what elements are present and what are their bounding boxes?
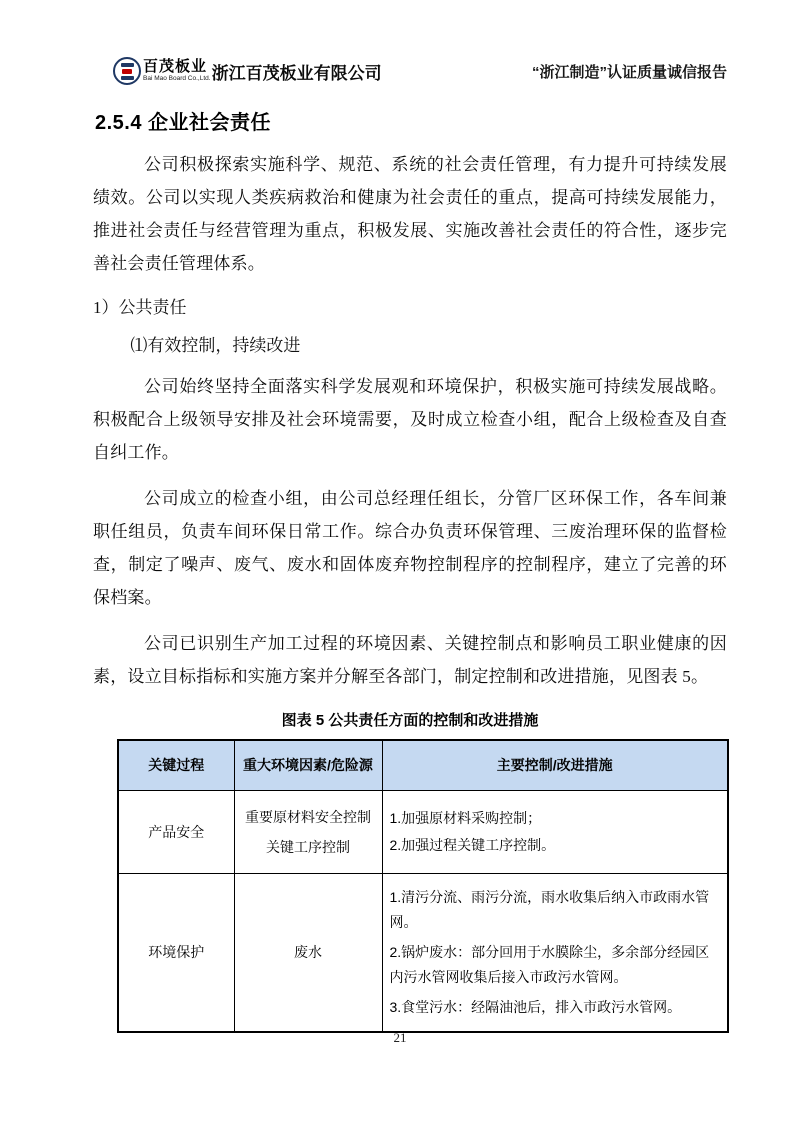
subheading-effective-control: ⑴有效控制，持续改进 bbox=[130, 336, 301, 355]
paragraph-4: 公司已识别生产加工过程的环境因素、关键控制点和影响员工职业健康的因素，设立目标指标和实施方案并分解至各部门，制定控制和改进措施，见图表 5。 bbox=[93, 634, 727, 686]
logo-bar-bottom bbox=[121, 76, 134, 80]
cell-process: 环境保护 bbox=[118, 873, 234, 1032]
page-number: 21 bbox=[393, 1030, 407, 1045]
report-title: “浙江制造”认证质量诚信报告 bbox=[531, 63, 727, 81]
paragraph-2: 公司始终坚持全面落实科学发展观和环境保护，积极实施可持续发展战略。积极配合上级领导安排及社会环境需要，及时成立检查小组，配合上级检查及自查自纠工作。 bbox=[93, 377, 727, 462]
measure-line: 2.加强过程关键工序控制。 bbox=[389, 836, 556, 853]
measures-table bbox=[117, 739, 729, 1033]
header-main-measures: 主要控制/改进措施 bbox=[382, 740, 728, 790]
table-row bbox=[118, 873, 728, 1032]
section-heading: 2.5.4 企业社会责任 bbox=[95, 112, 272, 134]
cell-factors bbox=[234, 790, 382, 873]
company-logo-icon bbox=[113, 57, 141, 85]
company-name: 浙江百茂板业有限公司 bbox=[211, 63, 382, 83]
header-key-process: 关键过程 bbox=[118, 740, 234, 790]
table-row bbox=[118, 790, 728, 873]
page-header bbox=[113, 50, 727, 92]
measure-line: 3.食堂污水：经隔油池后，排入市政污水管网。 bbox=[389, 998, 682, 1015]
factor-line: 重要原材料安全控制 bbox=[245, 808, 371, 825]
logo-bar-top bbox=[121, 63, 134, 67]
cell-process: 产品安全 bbox=[118, 790, 234, 873]
factor-line: 关键工序控制 bbox=[266, 838, 350, 855]
cell-measures bbox=[382, 873, 728, 1032]
paragraph-1: 公司积极探索实施科学、规范、系统的社会责任管理，有力提升可持续发展绩效。公司以实现人类疾病救治和健康为社会责任的重点，提高可持续发展能力，推进社会责任与经营管理为重点，积极发展、实施改善社会责任的符合性，逐步完善社会责任管理体系。 bbox=[93, 155, 727, 273]
cell-factors: 废水 bbox=[234, 873, 382, 1032]
logo-name: 百茂板业 bbox=[143, 58, 208, 76]
header-env-factor: 重大环境因素/危险源 bbox=[234, 740, 382, 790]
measure-line: 1.加强原材料采购控制； bbox=[389, 809, 542, 826]
subheading-public-responsibility: 1）公共责任 bbox=[93, 298, 187, 317]
company-logo bbox=[113, 57, 211, 85]
cell-measures bbox=[382, 790, 728, 873]
logo-subtitle: Bai Mao Board Co.,Ltd. bbox=[143, 75, 211, 83]
measure-line: 2.锅炉废水：部分回用于水膜除尘，多余部分经园区内污水管网收集后接入市政污水管网。 bbox=[389, 943, 710, 985]
measure-line: 1.清污分流、雨污分流，雨水收集后纳入市政雨水管网。 bbox=[389, 888, 710, 930]
logo-bar-middle bbox=[122, 69, 132, 74]
table-caption: 图表 5 公共责任方面的控制和改进措施 bbox=[281, 712, 539, 729]
paragraph-3: 公司成立的检查小组，由公司总经理任组长，分管厂区环保工作，各车间兼职任组员，负责车间环保日常工作。综合办负责环保管理、三废治理环保的监督检查，制定了噪声、废气、废水和固体废弃物控制程序的控制程序，建立了完善的环保档案。 bbox=[93, 489, 727, 607]
logo-text-block bbox=[143, 59, 211, 83]
table-header-row bbox=[118, 740, 728, 790]
